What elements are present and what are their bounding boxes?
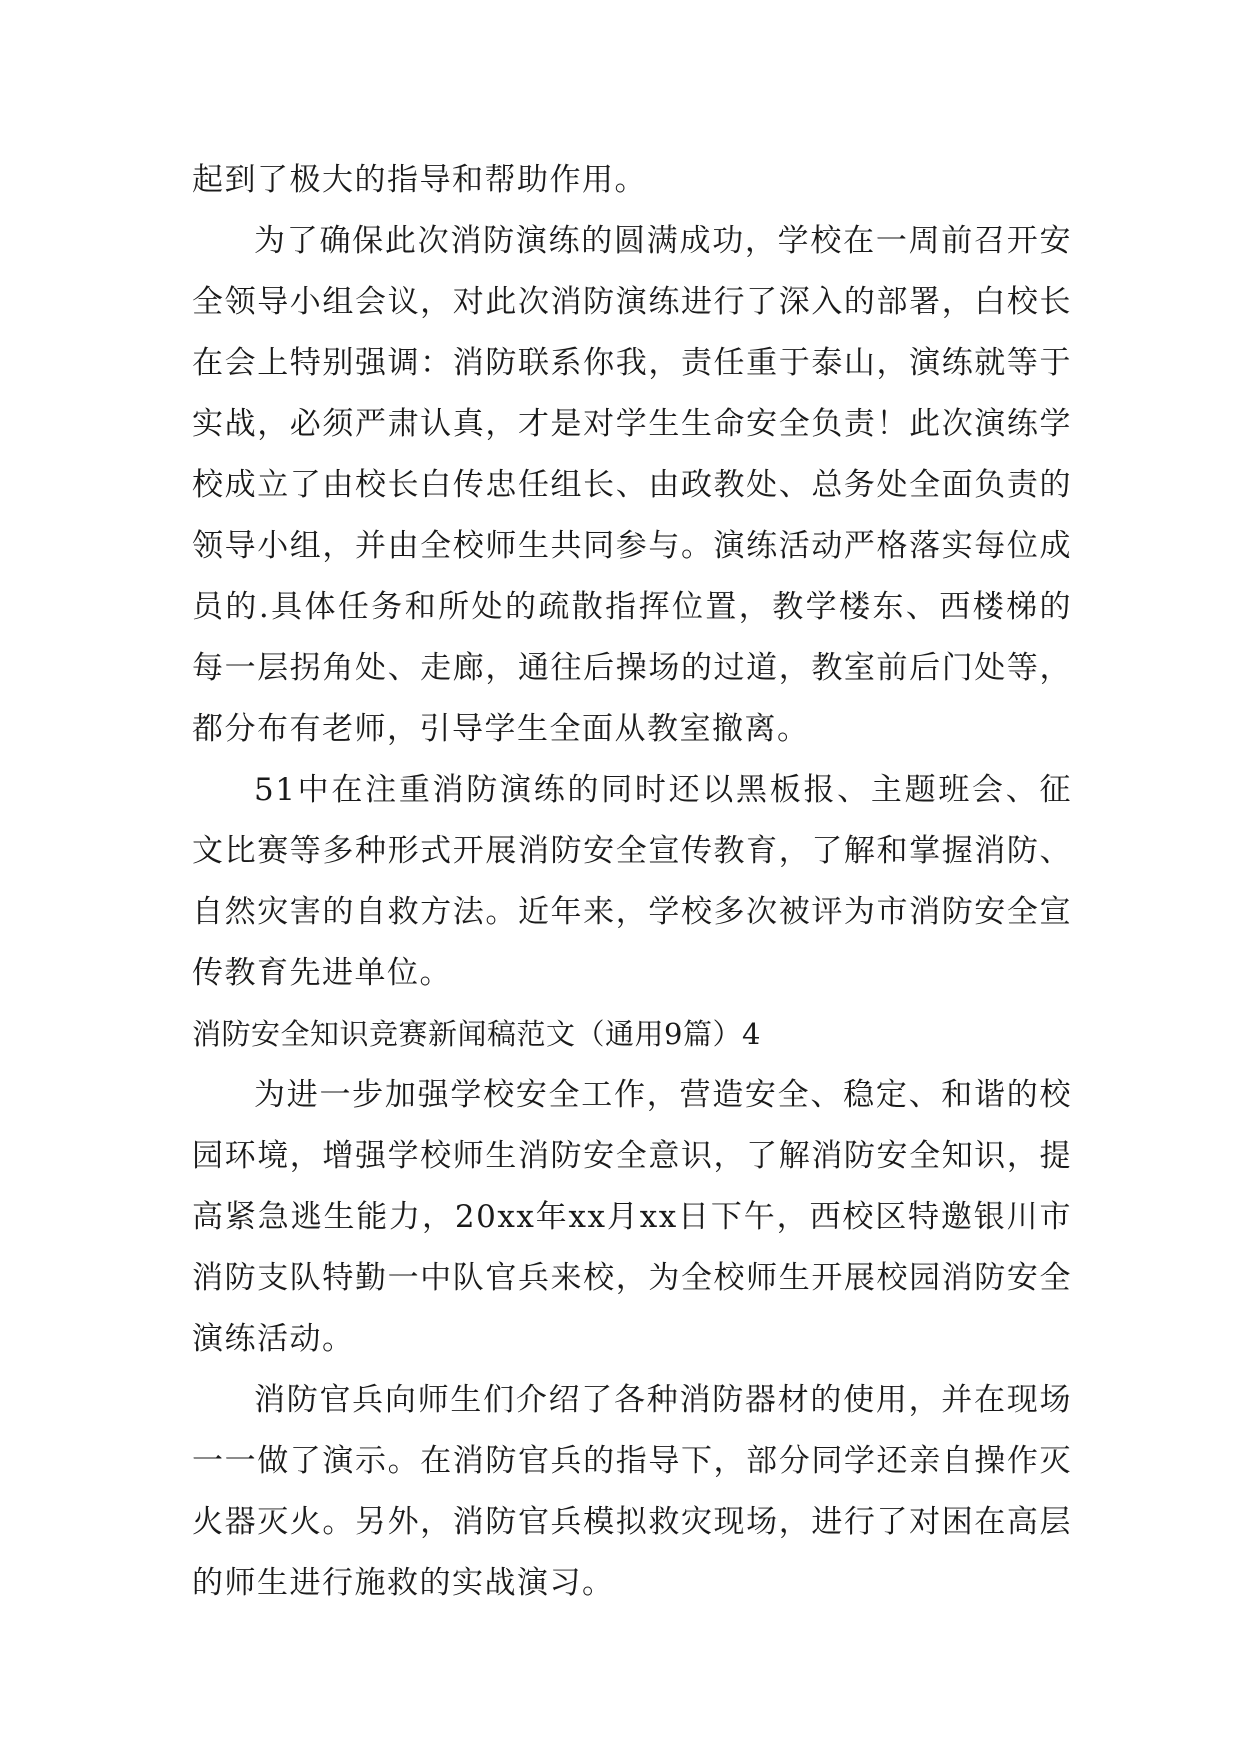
section-heading: 消防安全知识竞赛新闻稿范文（通用9篇）4 bbox=[192, 1017, 761, 1051]
paragraph-fire-equipment-demo: 消防官兵向师生们介绍了各种消防器材的使用，并在现场一一做了演示。在消防官兵的指导下，部分同学还亲自操作灭火器灭火。另外，消防官兵模拟救灾现场，进行了对困在高层的师生进行施救的实战演习。 bbox=[192, 1382, 1072, 1601]
paragraph-continuation: 起到了极大的指导和帮助作用。 bbox=[192, 162, 647, 198]
paragraph-drill-preparation: 为了确保此次消防演练的圆满成功，学校在一周前召开安全领导小组会议，对此次消防演练进行了深入的部署，白校长在会上特别强调：消防联系你我，责任重于泰山，演练就等于实战，必须严肃认真，才是对学生生命安全负责！此次演练学校成立了由校长白传忠任组长、由政教处、总务处全面负责的领导小组，并由全校师生共同参与。演练活动严格落实每位成员的.具体任务和所处的疏散指挥位置，教学楼东、西楼梯的每一层拐角处、走廊，通往后操场的过道，教室前后门处等，都分布有老师，引导学生全面从教室撤离。 bbox=[192, 223, 1072, 747]
paragraph-campus-safety: 为进一步加强学校安全工作，营造安全、稳定、和谐的校园环境，增强学校师生消防安全意识，了解消防安全知识，提高紧急逃生能力，20xx年xx月xx日下午，西校区特邀银川市消防支队特勤一中队官兵来校，为全校师生开展校园消防安全演练活动。 bbox=[192, 1077, 1072, 1357]
document-body bbox=[192, 150, 1072, 1614]
paragraph-school-51-education: 51中在注重消防演练的同时还以黑板报、主题班会、征文比赛等多种形式开展消防安全宣传教育，了解和掌握消防、自然灾害的自救方法。近年来，学校多次被评为市消防安全宣传教育先进单位。 bbox=[192, 772, 1072, 991]
